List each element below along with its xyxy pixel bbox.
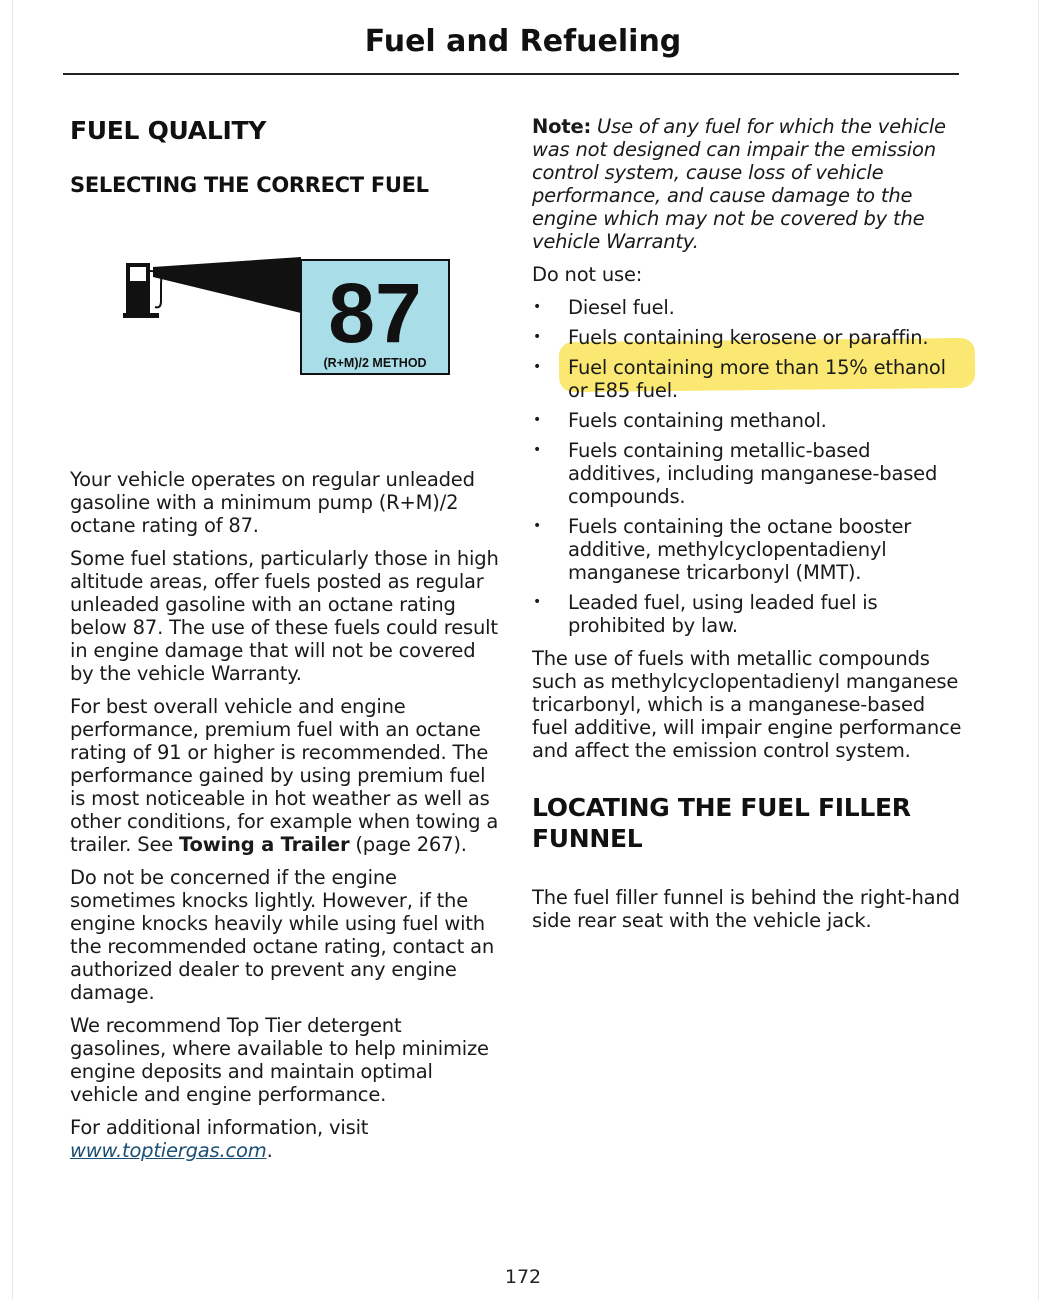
paragraph-top-tier: We recommend Top Tier detergent gasolines, where available to help minimize engine deposits and maintain optimal vehicle and engine performance. [70,1014,489,1107]
list-item: • Fuels containing metallic-based additives, including manganese-based compounds. [532,439,938,508]
paragraph-high-altitude: Some fuel stations, particularly those in high altitude areas, offer fuels posted as regular unleaded gasoline with an octane rating below 87. The use of these fuels could result in engine damage that will not be covered by the vehicle Warranty. [70,547,499,686]
list-item-highlighted: • Fuel containing more than 15% ethanol or E85 fuel. [532,356,946,402]
toptiergas-link[interactable]: www.toptiergas.com [70,1139,267,1163]
list-item: • Fuels containing methanol. [532,409,827,432]
subsection-title-selecting-fuel: SELECTING THE CORRECT FUEL [70,173,429,198]
fuel-pump-octane-figure [70,253,500,408]
list-item: • Diesel fuel. [532,296,675,319]
additional-info-text: For additional information, visit [70,1116,369,1140]
do-not-use-list [532,296,964,637]
additional-info-suffix: . [266,1139,273,1163]
bullet-icon: • [532,594,542,610]
section-title-fuel-quality: FUEL QUALITY [70,116,267,145]
bullet-icon: • [532,442,542,458]
paragraph-engine-knock: Do not be concerned if the engine sometimes knocks lightly. However, if the engine knocks heavily while using fuel with the recommended octane rating, contact an authorized dealer to prevent any engine damage. [70,866,494,1005]
paragraph-regular-unleaded: Your vehicle operates on regular unleaded gasoline with a minimum pump (R+M)/2 octane rating of 87. [70,468,475,538]
bullet-icon: • [532,329,542,345]
bullet-icon: • [532,299,542,315]
note-paragraph [532,115,964,253]
paragraph-filler-funnel: The fuel filler funnel is behind the right-hand side rear seat with the vehicle jack. [532,886,960,932]
page-header-title: Fuel and Refueling [364,24,682,59]
section-title-filler-funnel: LOCATING THE FUEL FILLER FUNNEL [532,793,911,853]
paragraph-metallic-compounds: The use of fuels with metallic compounds such as methylcyclopentadienyl manganese tricarbonyl, which is a manganese-based fuel additive, will impair engine performance and affect the emission control system. [532,647,962,762]
do-not-use-label: Do not use: [532,263,643,286]
page-number: 172 [504,1266,542,1288]
bullet-icon: • [532,412,542,428]
octane-method: (R+M)/2 METHOD [323,356,427,371]
note-label: Note: [532,115,592,138]
paragraph-premium-fuel [70,695,500,856]
header-divider [63,73,959,75]
bullet-icon: • [532,518,542,534]
note-text: Use of any fuel for which the vehicle was not designed can impair the emission control system, cause loss of vehicle performance, and cause damage to the engine which may not be covered by the vehicle Warranty. [532,115,946,253]
paragraph-additional-info [70,1116,500,1162]
list-item: • Fuels containing kerosene or paraffin. [532,326,929,349]
bullet-icon: • [532,359,542,375]
manual-page [12,0,1039,1300]
octane-label-box [300,259,450,375]
right-column [532,115,964,942]
octane-number: 87 [328,266,422,361]
towing-trailer-link[interactable]: Towing a Trailer [179,833,350,857]
left-column [70,115,500,1172]
list-item: • Fuels containing the octane booster additive, methylcyclopentadienyl manganese tricarbonyl (MMT). [532,515,912,584]
fuel-pump-icon [123,253,323,343]
premium-text: For best overall vehicle and engine performance, premium fuel with an octane rating of 91 or higher is recommended. The performance gained by using premium fuel is most noticeable in hot weather as well as other conditions, for example when towing a trailer. See [70,695,499,857]
list-item: • Leaded fuel, using leaded fuel is prohibited by law. [532,591,878,637]
premium-suffix: (page 267). [349,833,467,857]
